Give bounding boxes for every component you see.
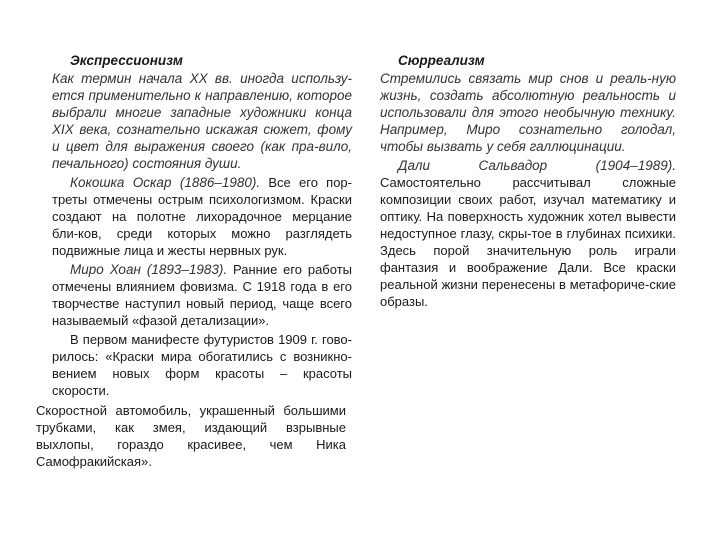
paragraph-kokoschka <box>52 174 352 259</box>
paragraph-dali <box>380 157 676 310</box>
paragraph-speed-car: Скоростной автомобиль, украшенный большими трубками, как змея, издающий взрывные выхлопы, гораздо красивее, чем Ника Самофракийская». <box>36 403 346 469</box>
dali-name: Дали Сальвадор (1904–1989). <box>398 158 676 173</box>
kokoschka-name: Кокошка Оскар (1886–1980). <box>70 175 261 190</box>
section-heading-expressionism: Экспрессионизм <box>70 53 183 68</box>
right-column <box>380 52 676 312</box>
kokoschka-text: Все его пор-треты отмечены острым психологизмом. Краски создают на полотне лихорадочное мерцание бли-ков, среди которых можно разглядеть подвижные лица и жесты нервных рук. <box>52 175 352 258</box>
left-column <box>36 52 352 472</box>
surrealism-intro: Стремились связать мир снов и реаль-ную жизнь, создать абсолютную реальность и использовали для этого необычную технику. Например, Миро сознательно голодал, чтобы вызвать у себя галлюцинации. <box>380 71 676 154</box>
paragraph-futurist-manifesto: В первом манифесте футуристов 1909 г. гово-рилось: «Краски мира обогатились с возникно-вением новых форм красоты – красоты скорости. <box>52 332 352 398</box>
expressionism-intro: Как термин начала XX вв. иногда использу-ется применительно к направлению, которое выбрали многие западные художники конца XIX века, сознательно искажая сюжет, фому и цвет для выражения своего (как пра-вило, печального) состояния души. <box>52 71 352 171</box>
miro-text: Ранние его работы отмечены влиянием фовизма. С 1918 года в его творчестве наступил новый период, чаще всего называемый «фазой детализации». <box>52 262 352 328</box>
section-heading-surrealism: Сюрреализм <box>398 53 485 68</box>
dali-text: Самостоятельно рассчитывал сложные композиции своих работ, изучал математику и оптику. На поверхность художник хотел вывести недоступное глазу, скры-тое в глубинах психики. Здесь порой значительную роль играли фантазия и воображение Дали. Все краски реальной жизни перенесены в метафориче-ские образы. <box>380 175 676 309</box>
miro-name: Миро Хоан (1893–1983). <box>70 262 228 277</box>
paragraph-miro <box>52 261 352 329</box>
